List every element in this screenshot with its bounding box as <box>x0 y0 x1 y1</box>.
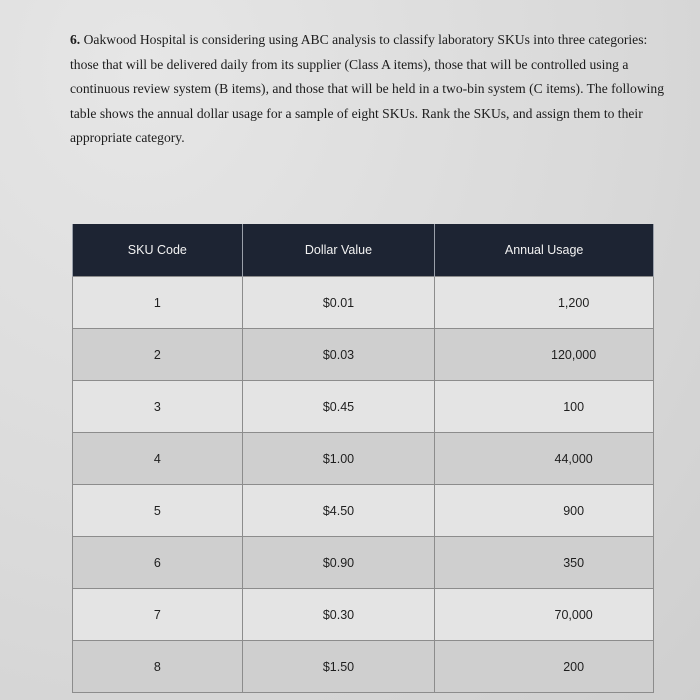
table-row <box>73 381 654 433</box>
header-dollar-value: Dollar Value <box>242 224 435 277</box>
dollar-value-cell: $0.01 <box>242 277 435 329</box>
annual-usage-cell: 44,000 <box>435 433 654 485</box>
annual-usage-cell: 70,000 <box>435 589 654 641</box>
sku-code-cell: 2 <box>73 329 243 381</box>
sku-code-cell: 4 <box>73 433 243 485</box>
dollar-value-cell: $1.50 <box>242 641 435 693</box>
sku-code-cell: 5 <box>73 485 243 537</box>
sku-code-cell: 8 <box>73 641 243 693</box>
table-row <box>73 329 654 381</box>
sku-code-cell: 6 <box>73 537 243 589</box>
annual-usage-cell: 350 <box>435 537 654 589</box>
annual-usage-cell: 900 <box>435 485 654 537</box>
question-number: 6. <box>70 32 81 47</box>
dollar-value-cell: $0.90 <box>242 537 435 589</box>
annual-usage-cell: 100 <box>435 381 654 433</box>
question-text: Oakwood Hospital is considering using ABC analysis to classify laboratory SKUs into three categories: those that will be delivered daily from its supplier (Class A items), those that will be controlled using a continuous review system (B items), and those that will be held in a two-bin system (C items). The following table shows the annual dollar usage for a sample of eight SKUs. Rank the SKUs, and assign them to their appropriate category. <box>70 32 665 145</box>
table-row <box>73 277 654 329</box>
annual-usage-cell: 200 <box>435 641 654 693</box>
table-row <box>73 485 654 537</box>
sku-code-cell: 3 <box>73 381 243 433</box>
annual-usage-cell: 1,200 <box>435 277 654 329</box>
sku-code-cell: 7 <box>73 589 243 641</box>
dollar-value-cell: $1.00 <box>242 433 435 485</box>
table-header-row <box>73 224 654 277</box>
header-sku-code: SKU Code <box>73 224 243 277</box>
header-annual-usage: Annual Usage <box>435 224 654 277</box>
dollar-value-cell: $4.50 <box>242 485 435 537</box>
dollar-value-cell: $0.45 <box>242 381 435 433</box>
dollar-value-cell: $0.30 <box>242 589 435 641</box>
dollar-value-cell: $0.03 <box>242 329 435 381</box>
table-row <box>73 537 654 589</box>
annual-usage-cell: 120,000 <box>435 329 654 381</box>
table-row <box>73 589 654 641</box>
sku-table <box>72 224 654 693</box>
table-row <box>73 433 654 485</box>
table-row <box>73 641 654 693</box>
sku-code-cell: 1 <box>73 277 243 329</box>
question-paragraph <box>70 28 670 151</box>
